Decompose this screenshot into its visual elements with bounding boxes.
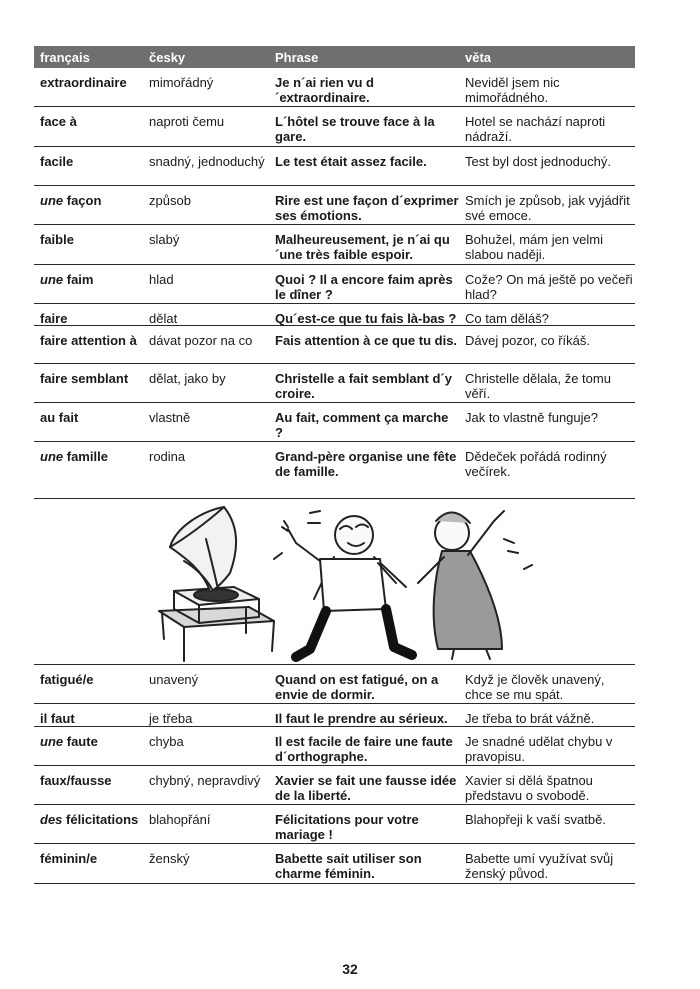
cell-cesky: vlastně: [149, 410, 191, 425]
word: faute: [66, 734, 98, 749]
table-row: [34, 766, 635, 805]
table-header: [34, 46, 635, 68]
table-row: [34, 727, 635, 766]
cell-veta: Test byl dost jednoduchý.: [465, 154, 611, 169]
cell-francais: [34, 665, 143, 703]
cell-phrase: Fais attention à ce que tu dis.: [275, 333, 458, 348]
table-row: [34, 186, 635, 225]
word: faire semblant: [40, 371, 129, 386]
cell-francais: [34, 403, 143, 441]
cell-cesky: způsob: [149, 193, 191, 208]
word: félicitations: [66, 812, 139, 827]
article: une: [40, 193, 64, 208]
cell-cesky: dělat: [149, 311, 178, 326]
header-phrase: Phrase: [275, 49, 319, 65]
cell-veta: Je snadné udělat chybu v pravopisu.: [465, 734, 613, 764]
table-row: [34, 265, 635, 304]
table-row: [34, 704, 635, 727]
cell-veta: Neviděl jsem nic mimořádného.: [465, 75, 560, 105]
cell-phrase: Je n´ai rien vu d´extraordinaire.: [275, 75, 374, 105]
table-row: [34, 326, 635, 364]
table-row: [34, 225, 635, 265]
page-number: 32: [342, 961, 358, 977]
cell-cesky: unavený: [149, 672, 199, 687]
cell-cesky: snadný, jednoduchý: [149, 154, 265, 169]
cell-phrase: Grand-père organise une fête de famille.: [275, 449, 457, 479]
cell-phrase: Au fait, comment ça marche ?: [275, 410, 449, 440]
cell-francais: [34, 186, 143, 224]
cell-phrase: Le test était assez facile.: [275, 154, 427, 169]
table-row: [34, 844, 635, 884]
cell-francais: [34, 805, 143, 843]
cell-phrase: Christelle a fait semblant d´y croire.: [275, 371, 452, 401]
cell-cesky: mimořádný: [149, 75, 214, 90]
cell-phrase: Il faut le prendre au sérieux.: [275, 711, 448, 726]
header-veta: věta: [465, 49, 492, 65]
word: faible: [40, 232, 74, 247]
word: au fait: [40, 410, 79, 425]
cell-cesky: chyba: [149, 734, 184, 749]
table-row: [34, 442, 635, 499]
table-body-bottom: [34, 665, 635, 884]
table-body-top: [34, 68, 635, 499]
article: une: [40, 449, 64, 464]
dancing-couple-illustration: [34, 499, 635, 665]
cell-phrase: Qu´est-ce que tu fais là-bas ?: [275, 311, 457, 326]
header-cesky: česky: [149, 49, 186, 65]
table-row: [34, 805, 635, 844]
word: faire attention à: [40, 333, 137, 348]
cell-cesky: rodina: [149, 449, 186, 464]
article: une: [40, 272, 64, 287]
cell-cesky: je třeba: [149, 711, 193, 726]
cell-veta: Je třeba to brát vážně.: [465, 711, 595, 726]
cell-cesky: ženský: [149, 851, 190, 866]
cell-francais: [34, 766, 143, 804]
word: façon: [66, 193, 102, 208]
cell-veta: Blahopřeji k vaší svatbě.: [465, 812, 606, 827]
cell-francais: [34, 364, 143, 402]
cell-cesky: naproti čemu: [149, 114, 225, 129]
word: féminin/e: [40, 851, 98, 866]
cell-phrase: Babette sait utiliser son charme féminin.: [275, 851, 422, 881]
word: extraordinaire: [40, 75, 127, 90]
header-francais: français: [40, 49, 90, 65]
cell-cesky: blahopřání: [149, 812, 211, 827]
cell-francais: [34, 442, 143, 498]
table-row: [34, 364, 635, 403]
table-row: [34, 304, 635, 326]
cell-veta: Když je člověk unavený, chce se mu spát.: [465, 672, 605, 702]
cell-cesky: dávat pozor na co: [149, 333, 253, 348]
cell-veta: Babette umí využívat svůj ženský původ.: [465, 851, 614, 881]
cell-cesky: hlad: [149, 272, 174, 287]
cell-cesky: slabý: [149, 232, 180, 247]
cell-veta: Dědeček pořádá rodinný večírek.: [465, 449, 607, 479]
word: faire: [40, 311, 68, 326]
cell-veta: Bohužel, mám jen velmi slabou naději.: [465, 232, 603, 262]
cell-francais: [34, 727, 143, 765]
cell-cesky: chybný, nepravdivý: [149, 773, 261, 788]
cell-phrase: Rire est une façon d´exprimer ses émotions.: [275, 193, 459, 223]
word: famille: [66, 449, 108, 464]
word: fatigué/e: [40, 672, 94, 687]
cell-francais: [34, 147, 143, 185]
cell-francais: [34, 844, 143, 883]
article: une: [40, 734, 64, 749]
cell-francais: [34, 68, 143, 106]
word: faux/fausse: [40, 773, 112, 788]
cell-phrase: Félicitations pour votre mariage !: [275, 812, 419, 842]
cell-veta: Xavier si dělá špatnou představu o svobodě.: [465, 773, 593, 803]
cell-francais: [34, 107, 143, 146]
cell-veta: Hotel se nachází naproti nádraží.: [465, 114, 606, 144]
cell-francais: [34, 704, 143, 726]
table-row: [34, 68, 635, 107]
cell-phrase: L´hôtel se trouve face à la gare.: [275, 114, 435, 144]
cell-phrase: Quand on est fatigué, on a envie de dormir.: [275, 672, 439, 702]
cell-phrase: Quoi ? Il a encore faim après le dîner ?: [275, 272, 453, 302]
word: face à: [40, 114, 77, 129]
article: des: [40, 812, 63, 827]
cell-phrase: Il est facile de faire une faute d´orthographe.: [275, 734, 453, 764]
cell-veta: Jak to vlastně funguje?: [465, 410, 598, 425]
table-row: [34, 665, 635, 704]
gramophone-dancers-drawing: [34, 499, 635, 664]
cell-francais: [34, 265, 143, 303]
word: il faut: [40, 711, 75, 726]
cell-francais: [34, 225, 143, 264]
word: facile: [40, 154, 74, 169]
cell-veta: Smích je způsob, jak vyjádřit své emoce.: [465, 193, 630, 223]
cell-veta: Christelle dělala, že tomu věří.: [465, 371, 611, 401]
cell-francais: [34, 304, 143, 325]
word: faim: [66, 272, 94, 287]
vocabulary-page: [34, 46, 635, 884]
cell-phrase: Malheureusement, je n´ai qu´une très faible espoir.: [275, 232, 450, 262]
cell-veta: Cože? On má ještě po večeři hlad?: [465, 272, 633, 302]
cell-phrase: Xavier se fait une fausse idée de la liberté.: [275, 773, 457, 803]
cell-francais: [34, 326, 143, 363]
cell-veta: Dávej pozor, co říkáš.: [465, 333, 590, 348]
cell-veta: Co tam děláš?: [465, 311, 549, 326]
cell-cesky: dělat, jako by: [149, 371, 226, 386]
table-row: [34, 403, 635, 442]
table-row: [34, 107, 635, 147]
table-row: [34, 147, 635, 186]
